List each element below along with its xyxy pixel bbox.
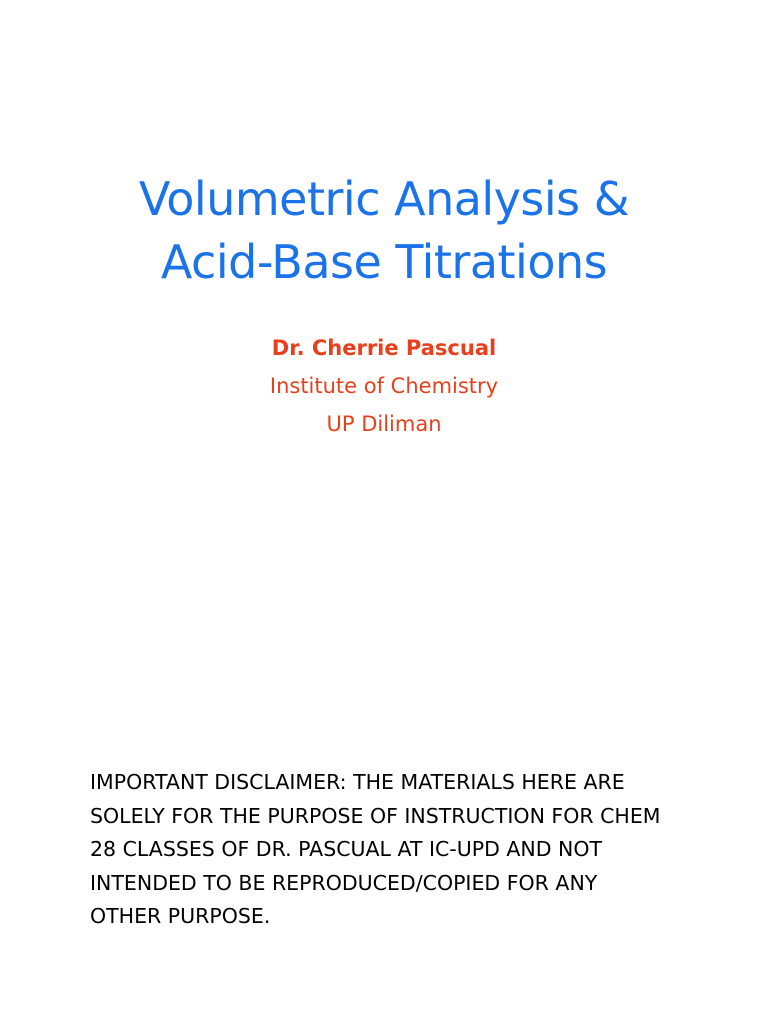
institution-name: Institute of Chemistry (269, 374, 499, 398)
disclaimer-line-2: SOLELY FOR THE PURPOSE OF INSTRUCTION FOR CHEM (90, 803, 661, 828)
title-line-2: Acid-Base Titrations (160, 235, 608, 289)
university-name: UP Diliman (326, 412, 442, 436)
disclaimer-line-5: OTHER PURPOSE. (90, 904, 271, 928)
disclaimer-line-4: INTENDED TO BE REPRODUCED/COPIED FOR ANY (90, 870, 598, 895)
slide-title (0, 168, 768, 294)
disclaimer-line-1: IMPORTANT DISCLAIMER: THE MATERIALS HERE ARE (90, 770, 625, 794)
title-line-1: Volumetric Analysis & (138, 172, 630, 226)
disclaimer-line-3: 28 CLASSES OF DR. PASCUAL AT IC-UPD AND NOT (90, 837, 603, 861)
author-name: Dr. Cherrie Pascual (271, 336, 497, 360)
disclaimer-text (90, 766, 710, 934)
